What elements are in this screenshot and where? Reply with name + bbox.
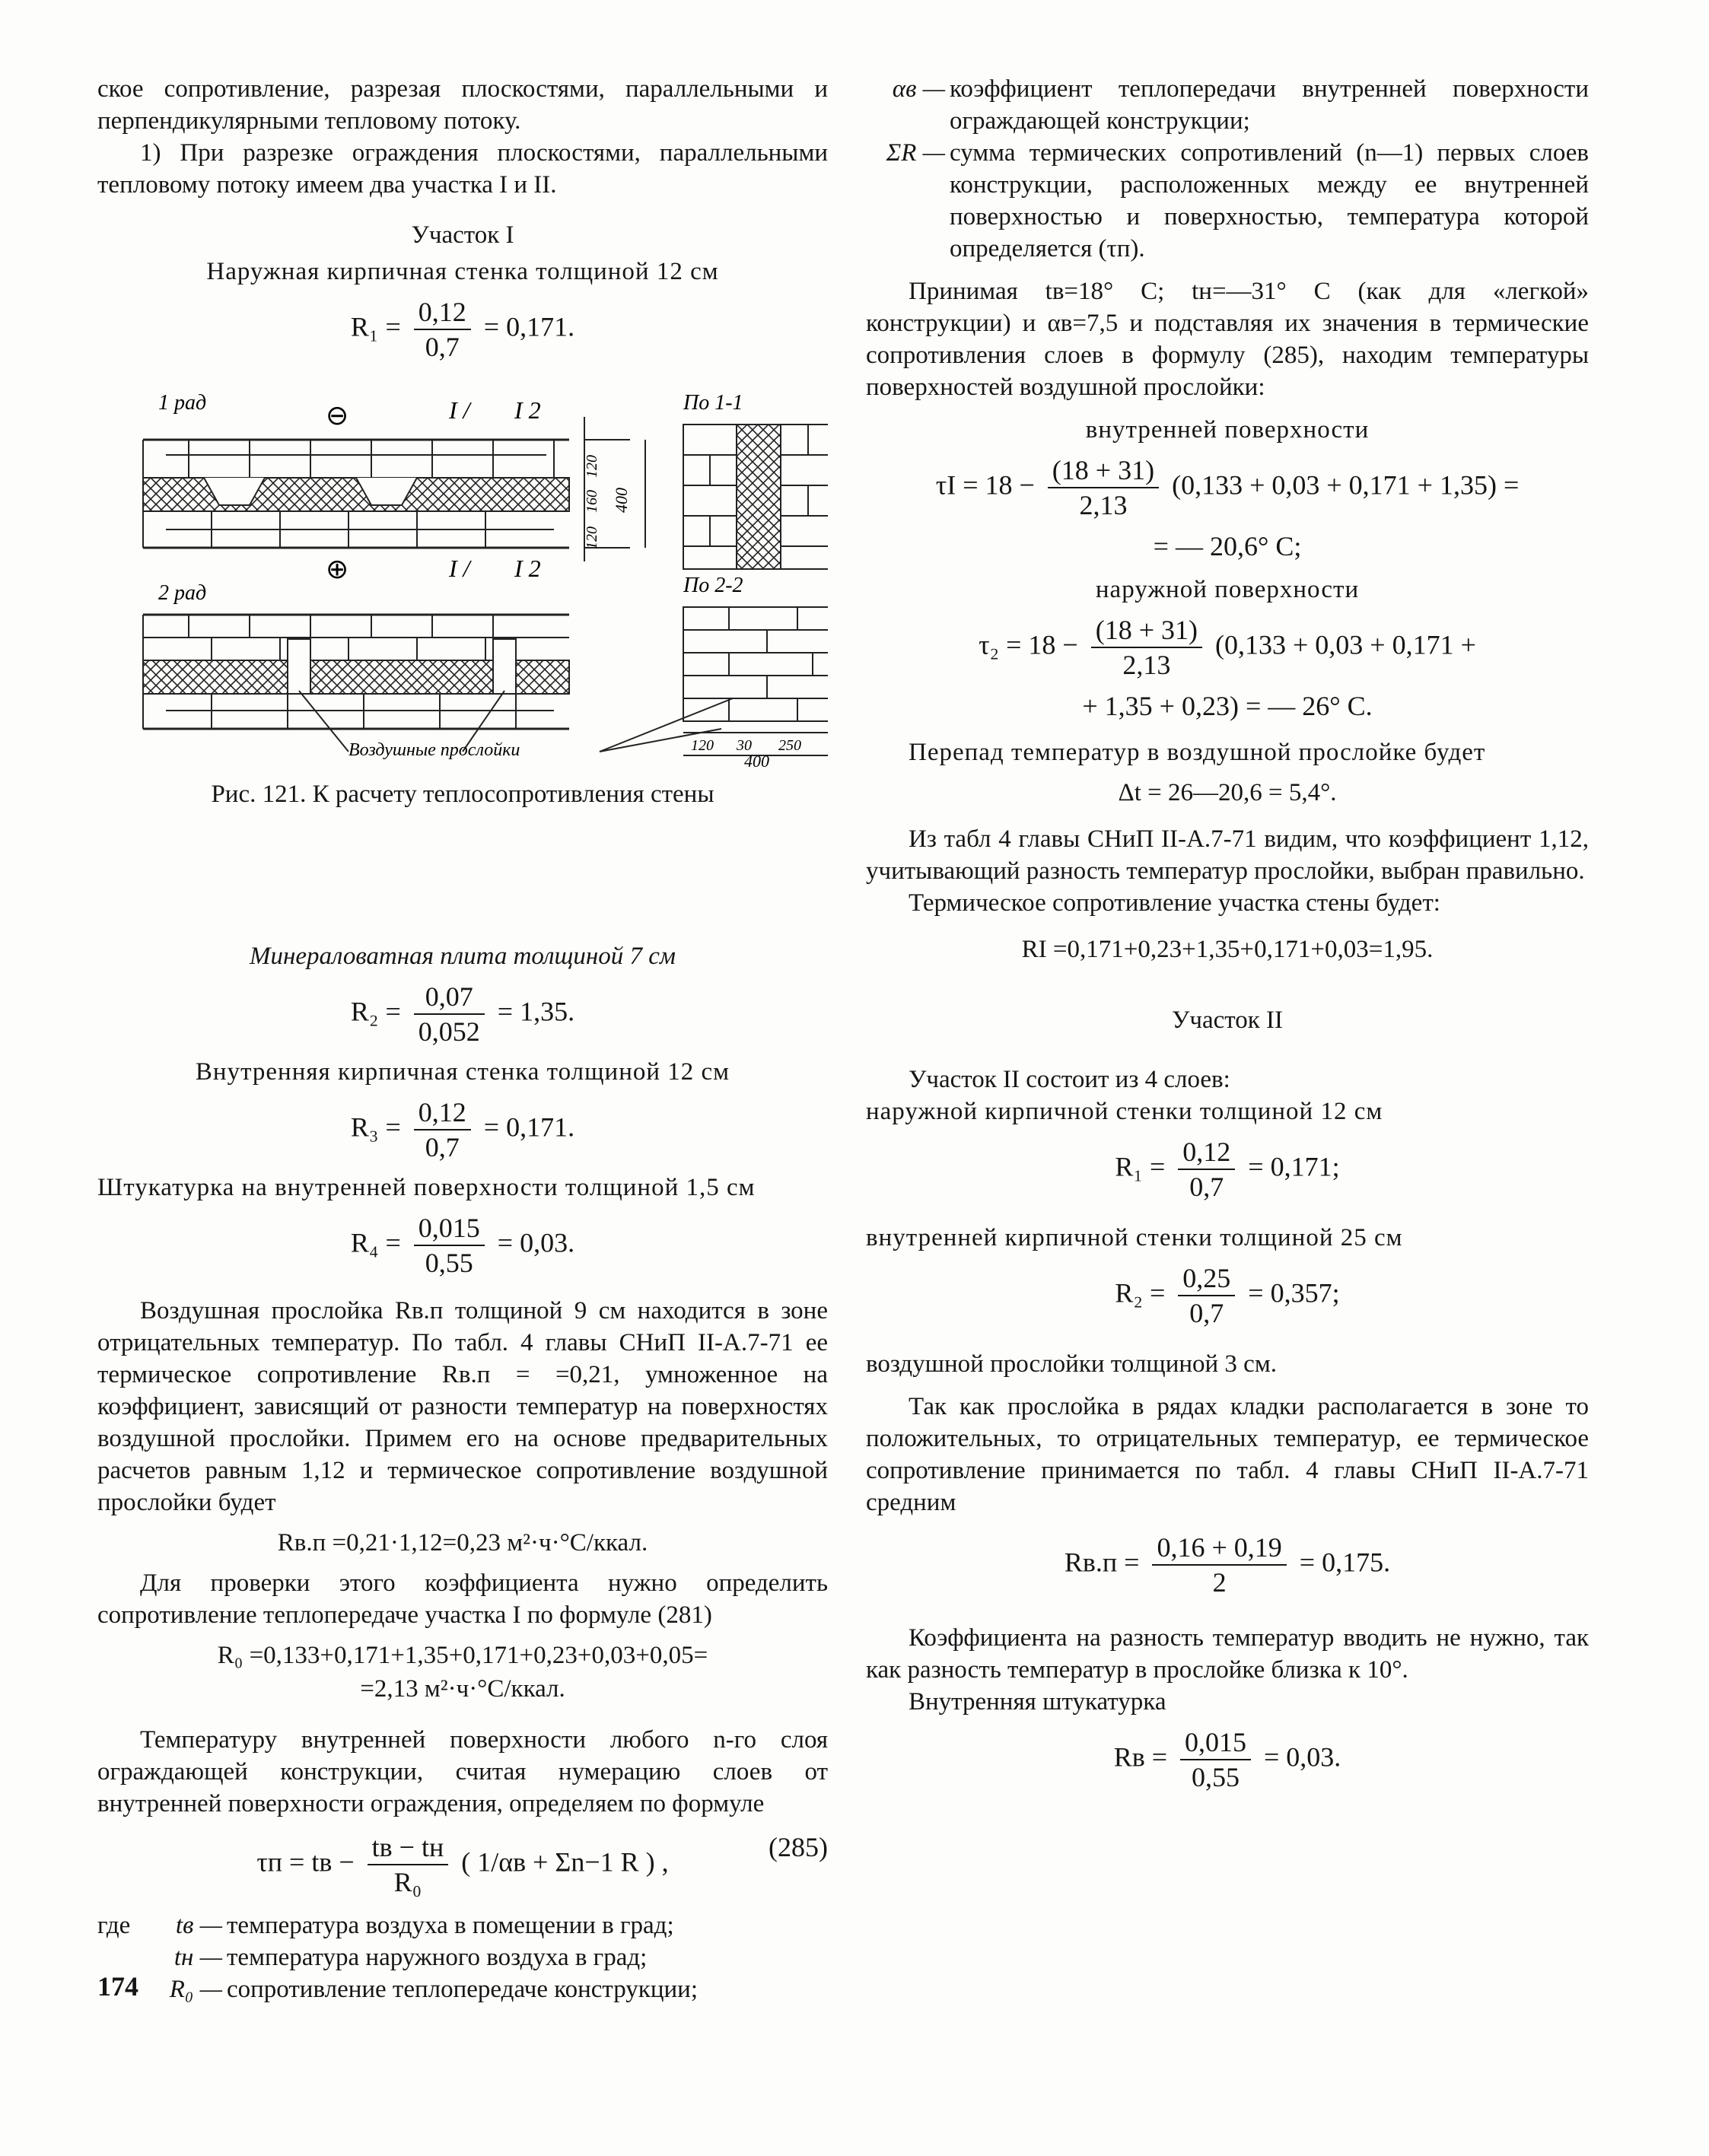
dimension: 400 (612, 488, 631, 513)
fraction (414, 980, 485, 1048)
denominator: 2,13 (1122, 650, 1171, 680)
term: ΣR — (886, 139, 945, 167)
eq-rhs: = 0,171. (483, 311, 575, 342)
numerator: 0,015 (414, 1211, 485, 1246)
term: R₀ — (169, 1976, 222, 2003)
eq-lhs: R₁ = (1115, 1151, 1166, 1182)
dimension: 120 (691, 737, 714, 754)
eq-rhs: (0,133 + 0,03 + 0,171 + (1215, 629, 1476, 660)
paragraph: Штукатурка на внутренней поверхности толщиной 1,5 см (97, 1174, 756, 1201)
lower-wall (143, 615, 569, 729)
fraction (414, 1095, 471, 1164)
equation (866, 1725, 1589, 1794)
paragraph: ское сопротивление, разрезая плоскостями, параллельными и перпендикулярными тепловому потоку. (97, 75, 828, 135)
cut-label: I / (449, 396, 470, 424)
paragraph: воздушной прослойки толщиной 3 см. (866, 1350, 1277, 1378)
eq-lhs: τп = tв − (256, 1846, 355, 1878)
page-number: 174 (97, 1971, 138, 2002)
right-column (866, 73, 1589, 1801)
eq-rhs: = 0,357; (1248, 1277, 1340, 1309)
equation: =2,13 м²·ч·°С/ккал. (360, 1675, 565, 1703)
equation: Δt = 26—20,6 = 5,4°. (1118, 779, 1337, 806)
equation (97, 295, 828, 364)
equation (866, 1531, 1589, 1599)
denominator: R₀ (393, 1867, 422, 1897)
denominator: 0,7 (425, 332, 460, 362)
eq-rhs: = 0,171; (1248, 1151, 1340, 1182)
definitions-list (866, 73, 1589, 265)
eq-rhs: = 0,171. (483, 1111, 575, 1143)
definitions-list (97, 1910, 828, 2005)
air-layers-label: Воздушные прослойки (348, 740, 520, 760)
definition (143, 1973, 828, 2005)
fraction (368, 1830, 449, 1899)
section-heading: Участок I (411, 221, 514, 249)
left-column (97, 73, 828, 2005)
eq-rhs: = 0,03. (497, 1227, 575, 1258)
cut-label: I / (449, 555, 470, 582)
numerator: 0,07 (414, 980, 485, 1015)
numerator: (18 + 31) (1048, 453, 1159, 488)
definition-text: сопротивление теплопередаче конструкции; (227, 1976, 698, 2003)
paragraph: Внутренняя штукатурка (909, 1688, 1166, 1716)
equation: Rв.п =0,21·1,12=0,23 м²·ч·°С/ккал. (277, 1529, 648, 1557)
denominator: 0,7 (1189, 1298, 1224, 1328)
paragraph: Участок II состоит из 4 слоев: (909, 1066, 1230, 1093)
equation (866, 613, 1589, 682)
term: αв — (892, 75, 945, 103)
numerator: 0,12 (414, 1095, 471, 1130)
eq-lhs: R₂ = (1115, 1277, 1166, 1309)
equation: R₀ =0,133+0,171+1,35+0,171+0,23+0,03+0,05= (217, 1642, 708, 1669)
numerator: 0,12 (1178, 1135, 1235, 1170)
paragraph: внутренней кирпичной стенки толщиной 25 см (866, 1224, 1403, 1251)
numerator: tв − tн (368, 1830, 449, 1865)
paragraph: Из табл 4 главы СНиП II-А.7-71 видим, что коэффициент 1,12, учитывающий разность температур прослойки, выбран правильно. (866, 825, 1589, 885)
section-1-1 (683, 425, 828, 569)
dimension: 30 (737, 737, 752, 754)
eq-rhs: = 1,35. (497, 996, 575, 1027)
eq-rhs: (0,133 + 0,03 + 0,171 + 1,35) = (1172, 469, 1520, 501)
denominator: 0,7 (425, 1132, 460, 1162)
equation-285 (97, 1830, 828, 1899)
subheading: внутренней поверхности (1085, 416, 1370, 444)
denominator: 2 (1212, 1567, 1227, 1598)
dimension: 400 (744, 752, 769, 767)
cut-label: I 2 (514, 396, 541, 424)
fraction (1091, 613, 1202, 682)
figure-caption: Рис. 121. К расчету теплосопротивления стены (211, 781, 714, 808)
paragraph: Для проверки этого коэффициента нужно определить сопротивление теплопередаче участка I по формуле (281) (97, 1569, 828, 1629)
dimension: 120 (584, 526, 600, 549)
section-heading: Участок II (1171, 1006, 1283, 1034)
eq-lhs: τ₂ = 18 − (979, 629, 1078, 660)
denominator: 0,052 (418, 1016, 480, 1047)
equation: RI =0,171+0,23+1,35+0,171+0,03=1,95. (1021, 936, 1434, 963)
dimension: 120 (584, 455, 600, 478)
numerator: 0,015 (1180, 1725, 1251, 1760)
definition (866, 137, 1589, 265)
wall-figure (97, 371, 828, 919)
paragraph: Перепад температур в воздушной прослойке будет (909, 739, 1486, 766)
paragraph: Минераловатная плита толщиной 7 см (250, 943, 676, 970)
numerator: 0,12 (414, 295, 471, 330)
definition-text: температура воздуха в помещении в град; (227, 1912, 674, 1939)
section-label: По 2-2 (683, 574, 743, 597)
paragraph: 1) При разрезке ограждения плоскостями, параллельными тепловому потоку имеем два участка I и II. (97, 139, 828, 199)
eq-lhs: Rв.п = (1064, 1547, 1140, 1578)
paragraph: Так как прослойка в рядах кладки располагается в зоне то положительных, то отрицательных температур, ее термическое сопротивление принимается по табл. 4 главы СНиП II-А.7-71 средним (866, 1393, 1589, 1516)
definition-text: сумма термических сопротивлений (n—1) первых слоев конструкции, расположенных между ее внутренней поверхностью и поверхностью, температура которой определяется (τп). (950, 139, 1589, 262)
denominator: 0,55 (1192, 1762, 1240, 1792)
where-label: где (97, 1912, 131, 1939)
numerator: 0,25 (1178, 1261, 1235, 1296)
equation (866, 453, 1589, 522)
eq-rhs: = 0,03. (1264, 1741, 1341, 1773)
eq-lhs: τI = 18 − (935, 469, 1035, 501)
plus-sign: ⊕ (326, 554, 349, 584)
paragraph: Температуру внутренней поверхности любого n-го слоя ограждающей конструкции, считая нумерацию слоев от внутренней поверхности ограждения, определяем по формуле (97, 1726, 828, 1817)
eq-lhs: Rв = (1113, 1741, 1167, 1773)
eq-rhs: = 0,175. (1299, 1547, 1391, 1578)
label-2rad: 2 рад (158, 581, 207, 605)
equation-number: (285) (769, 1832, 828, 1862)
paragraph: Наружная кирпичная стенка толщиной 12 см (206, 258, 719, 285)
equation (866, 1261, 1589, 1330)
label-1rad: 1 рад (158, 391, 207, 415)
term: tв — (175, 1912, 222, 1939)
paragraph: Коэффициента на разность температур вводить не нужно, так как разность температур в прослойке близка к 10°. (866, 1624, 1589, 1684)
equation (866, 1135, 1589, 1204)
fraction (1048, 453, 1159, 522)
equation-continuation: + 1,35 + 0,23) = — 26° С. (1082, 691, 1373, 721)
eq-lhs: R₁ = (350, 311, 401, 342)
upper-wall (143, 417, 645, 561)
minus-sign: ⊖ (326, 400, 349, 431)
eq-rhs: ( 1/αв + Σn−1 R ) , (461, 1846, 669, 1878)
equation (97, 1211, 828, 1280)
section-label: По 1-1 (683, 391, 743, 415)
dimension: 160 (584, 490, 600, 513)
paragraph: Принимая tв=18° С; tн=—31° С (как для «легкой» конструкции) и αв=7,5 и подставляя их значения в термические сопротивления слоев в формулу (285), находим температуры поверхностей воздушной прослойки: (866, 278, 1589, 401)
paragraph: наружной кирпичной стенки толщиной 12 см (866, 1098, 1383, 1125)
definition-text: температура наружного воздуха в град; (227, 1944, 648, 1971)
eq-lhs: R₃ = (350, 1111, 401, 1143)
subheading: наружной поверхности (1095, 576, 1360, 603)
equation (97, 980, 828, 1048)
fraction (1178, 1261, 1235, 1330)
term: tн — (173, 1944, 222, 1971)
cut-label: I 2 (514, 555, 541, 582)
definition (143, 1941, 828, 1973)
paragraph: Воздушная прослойка Rв.п толщиной 9 см находится в зоне отрицательных температур. По табл. 4 главы СНиП II-А.7-71 ее термическое сопротивление Rв.п = =0,21, умноженное на коэффициент, зависящий от разности температур на поверхностях воздушной прослойки. Примем его на основе предварительных расчетов равным 1,12 и термическое сопротивление воздушной прослойки будет (97, 1297, 828, 1516)
definition (866, 73, 1589, 137)
numerator: 0,16 + 0,19 (1152, 1531, 1286, 1566)
fraction (1180, 1725, 1251, 1794)
equation-continuation: = — 20,6° С; (1153, 531, 1302, 561)
fraction (414, 295, 471, 364)
fraction (414, 1211, 485, 1280)
numerator: (18 + 31) (1091, 613, 1202, 648)
paragraph: Внутренняя кирпичная стенка толщиной 12 см (195, 1058, 730, 1086)
fraction (1178, 1135, 1235, 1204)
section-2-2 (683, 607, 828, 755)
definition-text: коэффициент теплопередачи внутренней поверхности ограждающей конструкции; (950, 75, 1589, 135)
wall-diagram (97, 371, 828, 767)
denominator: 2,13 (1079, 490, 1128, 520)
eq-lhs: R₂ = (350, 996, 401, 1027)
equation (97, 1095, 828, 1164)
fraction (1152, 1531, 1286, 1599)
denominator: 0,55 (425, 1248, 473, 1278)
paragraph: Термическое сопротивление участка стены будет: (909, 889, 1440, 917)
denominator: 0,7 (1189, 1172, 1224, 1202)
eq-lhs: R₄ = (350, 1227, 401, 1258)
dimension: 250 (778, 737, 801, 754)
definition (143, 1910, 828, 1941)
